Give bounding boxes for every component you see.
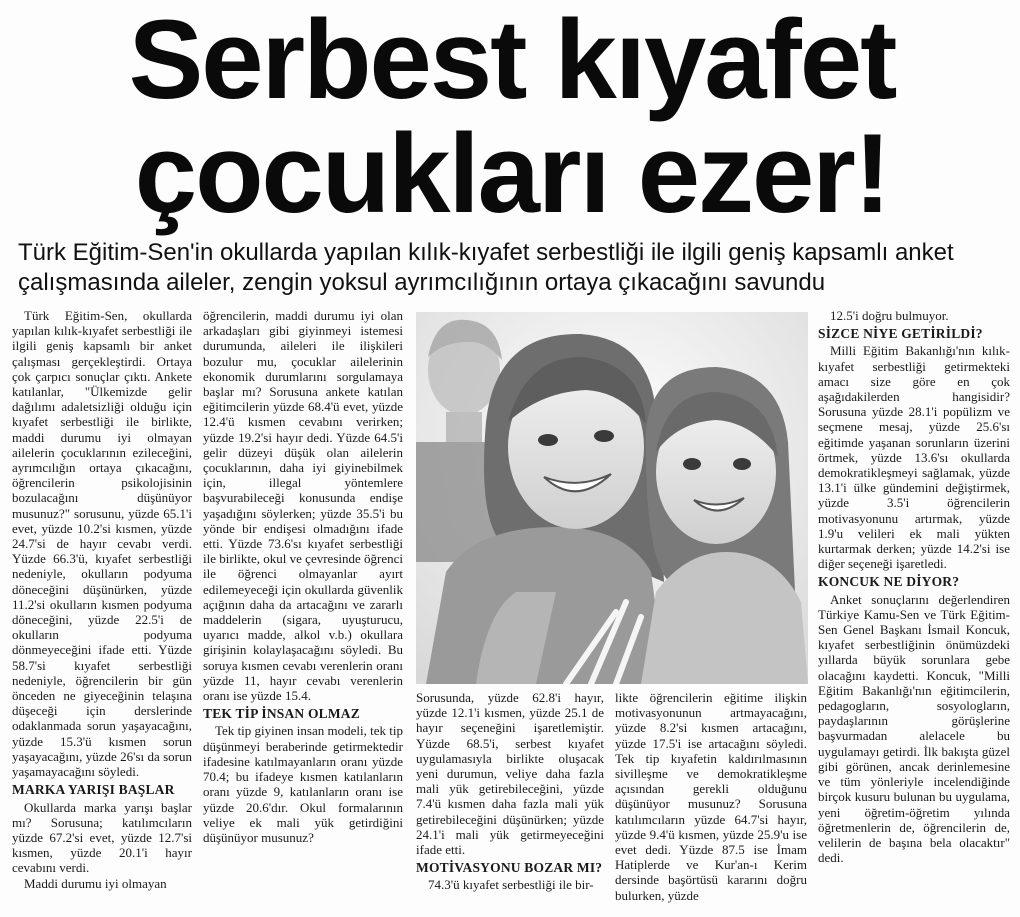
headline-line-2: çocukları ezer! <box>134 111 890 236</box>
paragraph: Okullarda marka yarışı başlar mı? Sorusuna; katılımcıların yüzde 67.2'si evet, yüzde 12.7'si kısmen, yüzde 20.1'i hayır cevabını verdi. <box>12 799 192 876</box>
section-heading-motivasyon: MOTİVASYONU BOZAR MI? <box>416 860 603 876</box>
paragraph: 12.5'i doğru bulmuyor. <box>830 308 949 323</box>
paragraph: Maddi durumu iyi olmayan <box>24 875 167 891</box>
section-heading-marka: MARKA YARIŞI BAŞLAR <box>12 782 175 798</box>
paragraph: öğrencilerin, maddi durumu iyi olan arkadaşları gibi giyinmeyi istemesi durumunda, aileleri ile ilişkileri bozulur mu, çocuklar ailelerinin ekonomik durumlarını sorgulamaya başlar mı? Sorusuna ankete katılan eğitimcilerin yüzde 68.4'ü evet, yüzde 12.4'ü kısmen cevabını verirken; yüzde 19.2'si hayır dedi. Yüzde 64.5'i gelir düzeyi düşük olan ailelerin çocuklarının, daha iyi giyinebilmek için, illegal yöntemlere başvurabileceği konusunda endişe yaşadığını söylerken; yüzde 35.5'i bu yönde bir endişesi olmadığını ifade etti. Yüzde 73.6'sı kıyafet serbestliği ile birlikte, okul ve çevresinde öğrenci ile öğrenci olmayanlar ayırt edilemeyeceği için okullarda güvenlik açığının daha da artacağını ve zararlı maddelerin (sigara, uyuşturucu, uyarıcı madde, alkol v.b.) okullara girişinin kolaylaşacağını söyledi. Bu soruya kısmen cevabı verenlerin oranı yüzde 11, hayır cevabı verenlerin oranı ise yüzde 15.4. <box>203 308 403 704</box>
paragraph: Tek tip giyinen insan modeli, tek tip düşünmeyi beraberinde getirmektedir ifadesine katılmayanların oranı yüzde 70.4; bu ifadeye kısmen katılanların oranı yüzde 9, katılanların oranı ise yüzde 20.6'dır. Okul formalarının veliye ek mali yük getirdiğini düşünüyor musunuz? <box>203 723 403 845</box>
paragraph: 74.3'ü kıyafet serbestliği ile bir- <box>428 877 594 893</box>
article-column-5 <box>818 308 1010 865</box>
section-heading-tek-tip: TEK TİP İNSAN OLMAZ <box>203 706 360 722</box>
headline-line-1: Serbest kıyafet <box>128 0 896 122</box>
article-column-1 <box>12 308 192 891</box>
paragraph: Sorusunda, yüzde 62.8'i hayır, yüzde 12.1'i kısmen, yüzde 25.1 de hayır seçeneğini işaretlemiştir. Yüzde 68.5'i, serbest kıyafet uygulamasıyla birlikte oluşacak yeni durumun, veliye daha fazla mali yük getirebileceğini, yüzde 7.4'ü kısmen daha fazla mali yük getirebileceğini düşünürken; yüzde 24.1'i mali yük getirmeyeceğini ifade etti. <box>416 690 604 858</box>
paragraph: Milli Eğitim Bakanlığı'nın kılık-kıyafet serbestliği getirmekteki amacı size göre en çok aşağıdakilerden hangisidir? Sorusuna yüzde 28.1'i popülizm ve seçmene mesaj, yüzde 25.6'sı eğitimde yaşanan sorunların üzerini örtmek, yüzde 13.6'sı okullarda demokratikleşmeyi sağlamak, yüzde 13.1'i ülke gündemini değiştirmek, yüzde 3.5'i öğrencilerin motivasyonunu artırmak, yüzde 1.9'u velileri ek mali yükten kurtarmak derken; yüzde 14.2'si ise diğer seçeneği işaretledi. <box>818 343 1010 572</box>
article-column-2 <box>203 308 403 845</box>
subheadline: Türk Eğitim-Sen'in okullarda yapılan kılık-kıyafet serbestliği ile ilgili geniş kapsamlı anket çalışmasında aileler, zengin yoksul ayrımcılığının ortaya çıkacağını savundu <box>18 239 954 296</box>
article-column-3 <box>416 690 604 893</box>
section-heading-koncuk: KONCUK NE DİYOR? <box>818 574 960 590</box>
article-column-4 <box>615 690 807 903</box>
paragraph: Türk Eğitim-Sen, okullarda yapılan kılık-kıyafet serbestliği ile ilgili geniş kapsamlı bir anket çalışması gerçekleştirdi. Ortaya çok çarpıcı sonuçlar çıktı. Ankete katılanlar, "Ülkemizde gelir dağılımı adaletsizliği olduğu için kıyafet serbestliği ile birlikte, maddi durumu iyi olmayan ailelerin çocuklarının ezileceğini, ayrımcılığın ortaya çıkacağını, öğrencilerin psikolojisinin bozulacağını düşünüyor musunuz?" sorusunu, yüzde 65.1'i evet, yüzde 10.2'si kısmen, yüzde 24.7'si de hayır cevabı verdi. Yüzde 66.3'ü, kıyafet serbestliği nedeniyle, okulların podyuma döneceğini düşünürken, yüzde 11.2'si okulların kısmen podyuma döneceğini, yüzde 22.5'i de okulların podyuma dönmeyeceğini ifade etti. Yüzde 58.7'si kıyafet serbestliği nedeniyle, öğrencilerin bir gün önceden ne giyeceğinin telaşına düşeceği için derslerinde odaklanmada sorun yaşayacağını, yüzde 15.3'ü kısmen sorun yaşayacağını, yüzde 26'sı da sorun yaşamayacağını söyledi. <box>12 308 192 780</box>
paragraph: Anket sonuçlarını değerlendiren Türkiye Kamu-Sen ve Türk Eğitim-Sen Genel Başkanı İsmail Koncuk, kıyafet serbestliğinin önümüzdeki yıllarda büyük sorunlara gebe olacağını kaydetti. Koncuk, "Milli Eğitim Bakanlığı'nın eğitimcilerin, pedagogların, sosyologların, paydaşlarının görüşlerine başvurmadan alelacele bu uygulamayı getirdi. İlk bakışta güzel gibi görünen, ancak derinlemesine ve tüm yönleriyle incelendiğinde birçok kusuru bulunan bu uygulama, yeni öğretim-öğretim yılında öğretmenlerin de, öğrencilerin de, velilerin de başına bela olacaktır" dedi. <box>818 591 1010 866</box>
paragraph: likte öğrencilerin eğitime ilişkin motivasyonunun artmayacağını, yüzde 8.2'si kısmen artacağını, yüzde 17.5'i ise artacağını söyledi. Tek tip kıyafetin kaldırılmasının sivilleşme ve demokratikleşme açısından gerekli olduğunu düşünüyor musunuz? Sorusuna katılımcıların yüzde 64.7'si hayır, yüzde 9.4'ü kısmen, yüzde 25.9'u ise evet dedi. Yüzde 87.5 ise İmam Hatiplerde ve Kur'an-ı Kerim dersinde başörtüsü kararını doğru bulurken, yüzde <box>615 690 807 903</box>
photo-two-smiling-girls <box>416 312 808 684</box>
section-heading-sizce: SİZCE NİYE GETİRİLDİ? <box>818 326 983 342</box>
